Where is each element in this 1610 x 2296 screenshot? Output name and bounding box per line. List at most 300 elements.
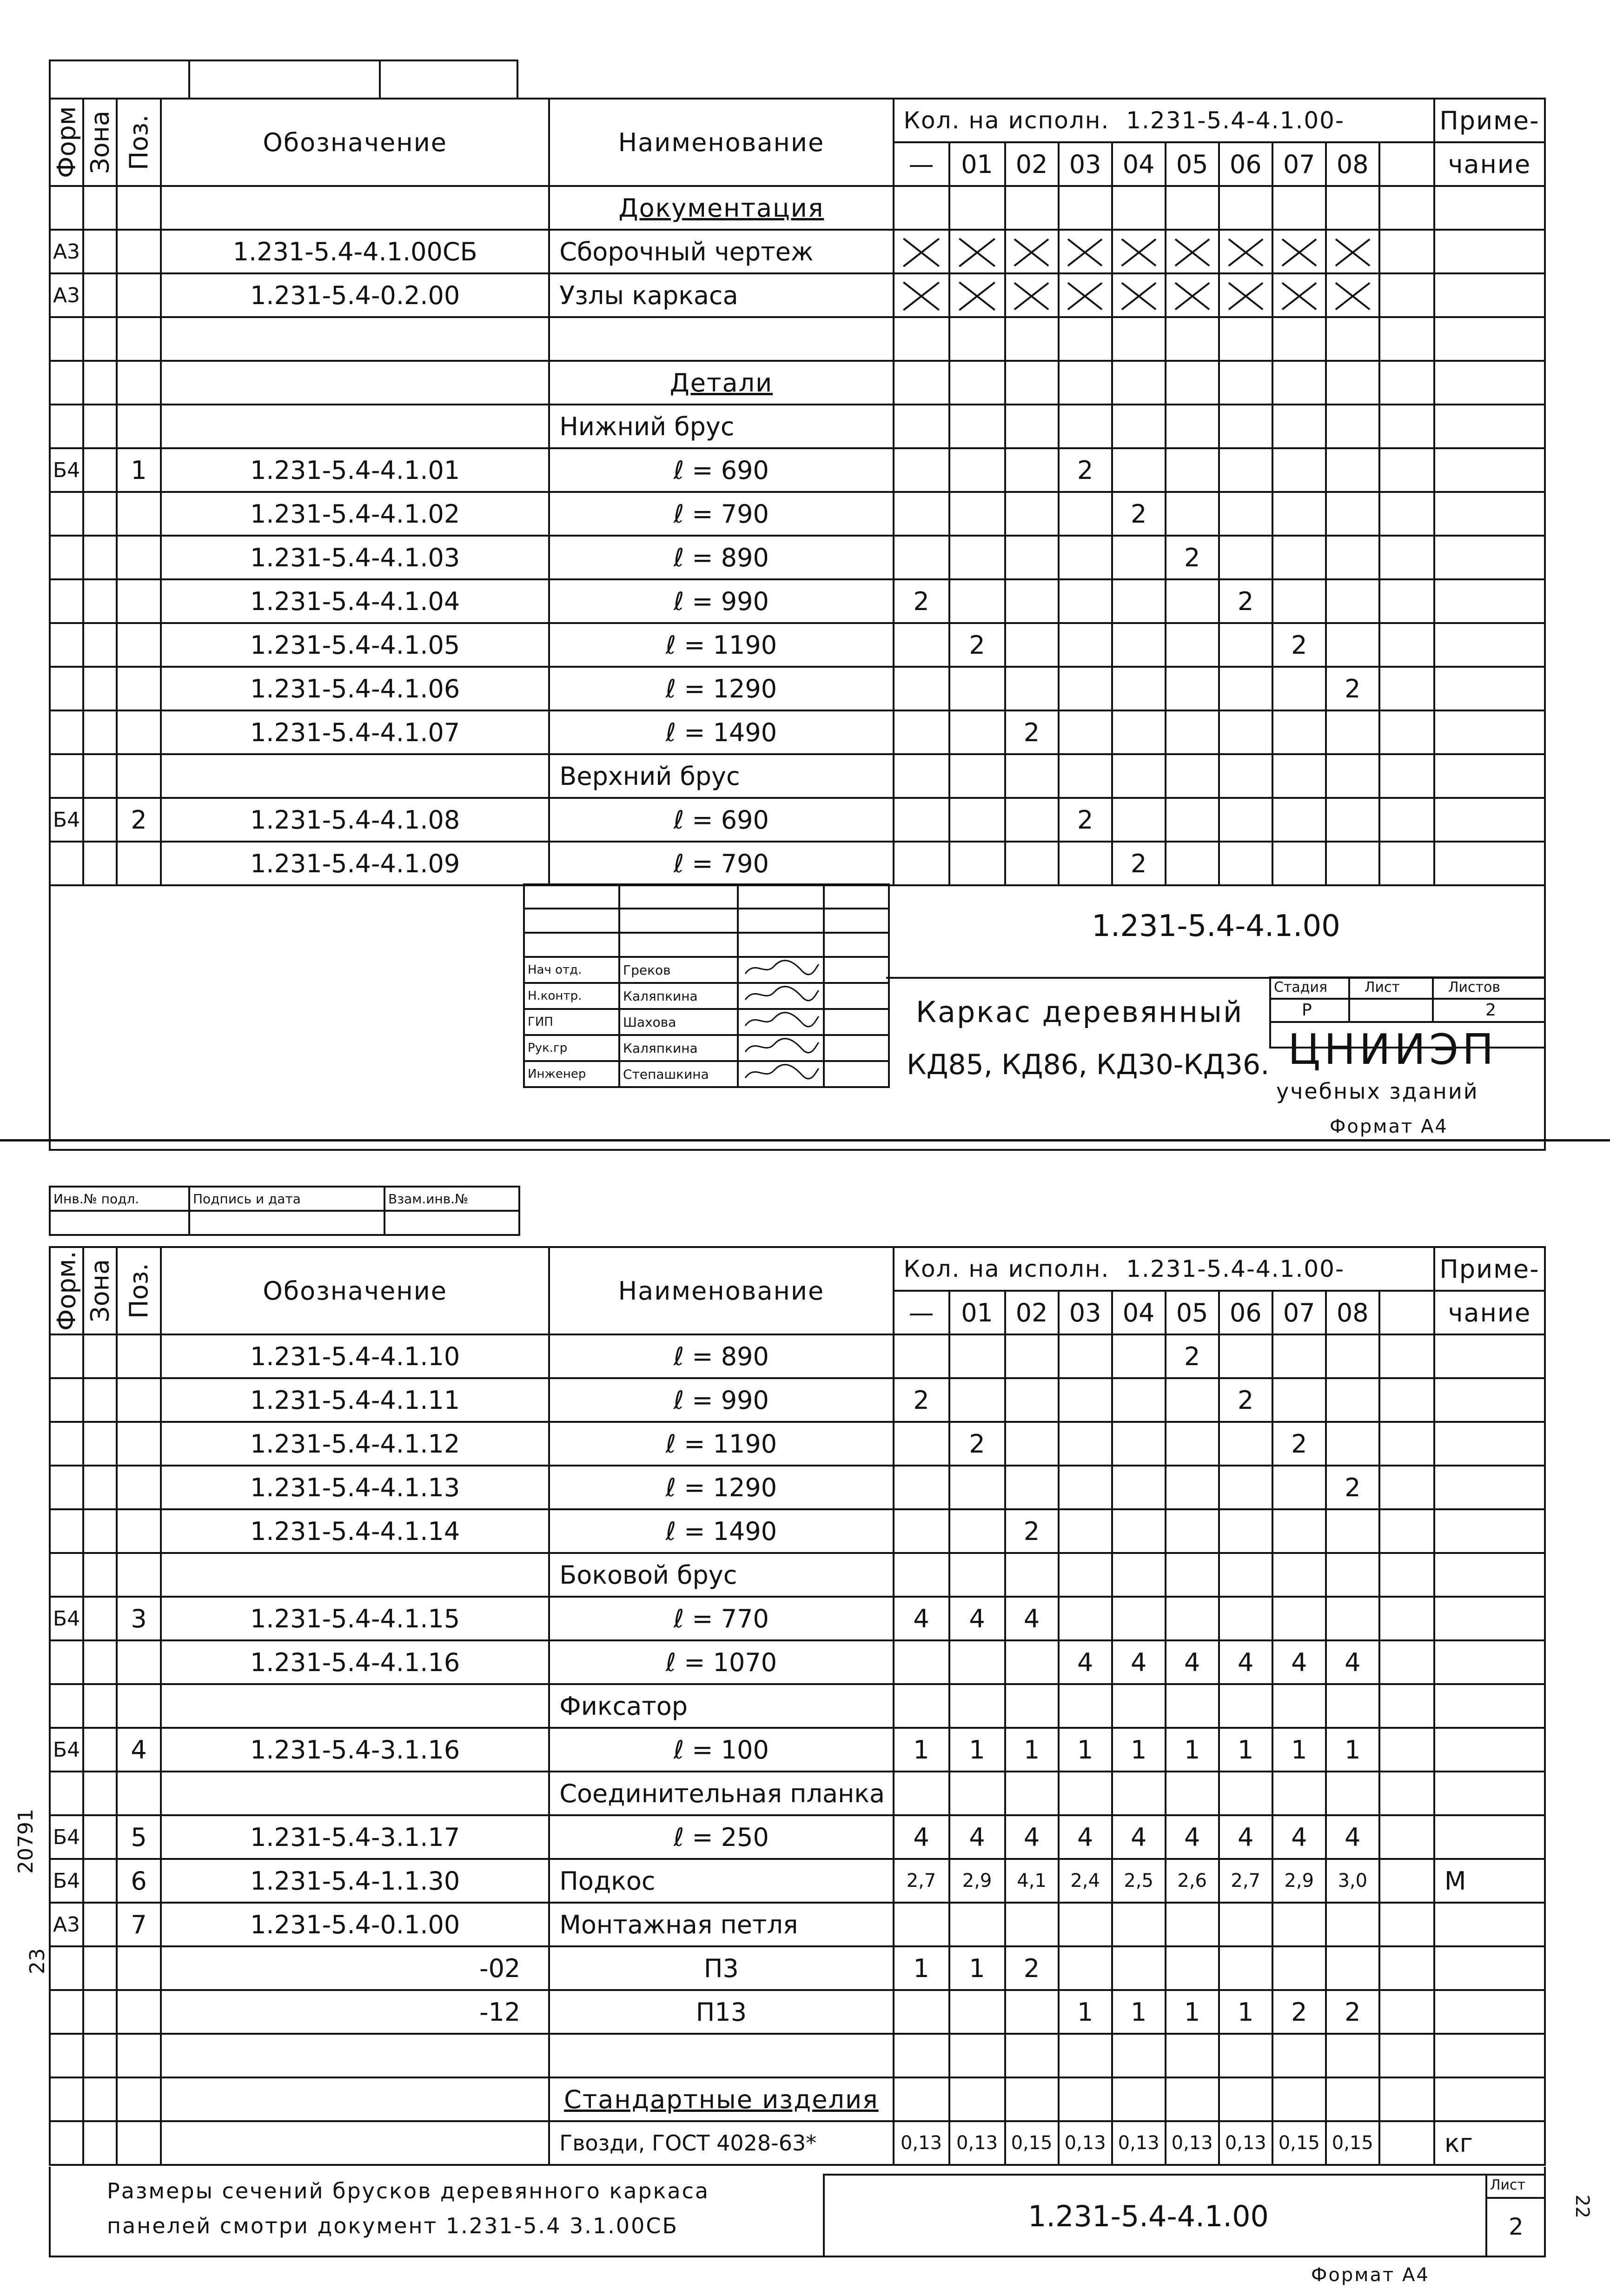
pos-cell [117, 317, 161, 361]
sheets-label: Листов [1448, 979, 1501, 995]
col-designation-header: Обозначение [161, 1247, 549, 1334]
name-cell: П13 [549, 1990, 893, 2034]
pos-cell [117, 405, 161, 448]
qty-cell [1005, 273, 1059, 317]
format-cell [50, 1640, 83, 1684]
qty-cell [949, 710, 1005, 754]
qty-cell: 4 [949, 1597, 1005, 1640]
qty-header [894, 1247, 1434, 1291]
qty-cell: 1 [1219, 1990, 1272, 2034]
signature-name: Степашкина [619, 1061, 738, 1087]
qty-cell [1166, 754, 1219, 798]
name-cell: ℓ = 990 [549, 579, 893, 623]
qty-cell [1272, 361, 1326, 405]
zone-cell [83, 1597, 117, 1640]
variant-2: 02 [1005, 1291, 1059, 1334]
qty-cell: 4 [1219, 1815, 1272, 1859]
signature-name: Каляпкина [619, 983, 738, 1009]
stage-grid-line [1432, 976, 1434, 1023]
table-row [50, 361, 1545, 405]
variant-1: 01 [949, 1291, 1005, 1334]
qty-cell [1379, 579, 1434, 623]
qty-cell: 2 [1272, 623, 1326, 667]
qty-cell [894, 1772, 949, 1815]
pos-cell [117, 361, 161, 405]
format-cell: Б4 [50, 448, 83, 492]
format-cell: Б4 [50, 1815, 83, 1859]
qty-cell [1059, 579, 1112, 623]
note-cell [1434, 1422, 1545, 1466]
header-row [50, 1247, 1545, 1291]
qty-cell: 2 [1219, 579, 1272, 623]
zone-cell [83, 579, 117, 623]
qty-cell [1112, 1553, 1166, 1597]
qty-cell [949, 361, 1005, 405]
qty-cell [1112, 1466, 1166, 1509]
qty-cell [949, 273, 1005, 317]
format-cell [50, 1772, 83, 1815]
designation-cell: 1.231-5.4-4.1.16 [161, 1640, 549, 1684]
qty-cell [1005, 754, 1059, 798]
qty-cell [894, 2034, 949, 2077]
qty-cell [1379, 492, 1434, 536]
qty-cell: 2,4 [1059, 1859, 1112, 1903]
qty-cell [1112, 710, 1166, 754]
variant-7: 07 [1272, 142, 1326, 186]
format-cell [50, 1946, 83, 1990]
designation-cell: 1.231-5.4-4.1.04 [161, 579, 549, 623]
qty-cell [1112, 1378, 1166, 1422]
org-name: ЦНИИЭП [1288, 1025, 1497, 1074]
zone-cell [83, 2077, 117, 2121]
format-cell: Б4 [50, 798, 83, 842]
zone-cell [83, 842, 117, 885]
col-form-header: Форм. [50, 1247, 83, 1334]
qty-cell [1005, 1334, 1059, 1378]
qty-cell: 0,13 [894, 2121, 949, 2165]
qty-cell [1059, 536, 1112, 579]
zone-cell [83, 361, 117, 405]
variant-4: 04 [1112, 142, 1166, 186]
qty-cell [1112, 1684, 1166, 1728]
zone-cell [83, 798, 117, 842]
note-cell [1434, 536, 1545, 579]
qty-cell [1112, 623, 1166, 667]
qty-cell [949, 2077, 1005, 2121]
stamp-inv: Инв.№ подл. [50, 1187, 189, 1211]
qty-cell [1059, 1772, 1112, 1815]
designation-cell: 1.231-5.4-4.1.07 [161, 710, 549, 754]
pos-cell: 6 [117, 1859, 161, 1903]
qty-cell [1112, 2034, 1166, 2077]
qty-cell [1005, 842, 1059, 885]
qty-cell [1219, 842, 1272, 885]
qty-cell [1219, 1597, 1272, 1640]
zone-cell [83, 448, 117, 492]
qty-cell [1272, 1684, 1326, 1728]
format-cell [50, 2121, 83, 2165]
top-stamp-divider [188, 60, 190, 100]
stamp-sign: Подпись и дата [189, 1187, 384, 1211]
qty-cell [1112, 1946, 1166, 1990]
qty-cell: 4 [1272, 1815, 1326, 1859]
qty-cell [1272, 317, 1326, 361]
signature-empty-cell [738, 909, 824, 933]
format-cell: Б4 [50, 1728, 83, 1772]
qty-cell: 0,13 [1166, 2121, 1219, 2165]
qty-cell [1166, 1378, 1219, 1422]
col-zone-header: Зона [83, 1247, 117, 1334]
qty-cell [1219, 1466, 1272, 1509]
qty-cell [1219, 230, 1272, 273]
table-row [50, 1728, 1545, 1772]
qty-cell [1272, 2034, 1326, 2077]
qty-cell [1112, 273, 1166, 317]
qty-cell: 2 [949, 623, 1005, 667]
side-number-2: 23 [26, 1948, 49, 1974]
qty-cell [894, 536, 949, 579]
table-row [50, 1466, 1545, 1509]
note-cell [1434, 667, 1545, 710]
qty-gap [1109, 107, 1126, 134]
qty-cell [1379, 1334, 1434, 1378]
qty-cell [1219, 1903, 1272, 1946]
qty-cell: 1 [1272, 1728, 1326, 1772]
qty-cell [894, 230, 949, 273]
name-cell: ℓ = 1190 [549, 623, 893, 667]
signature-date [824, 957, 889, 983]
qty-cell [1379, 186, 1434, 230]
table-row [50, 1553, 1545, 1597]
qty-cell [1272, 405, 1326, 448]
signature-name: Шахова [619, 1009, 738, 1035]
zone-cell [83, 230, 117, 273]
note-cell [1434, 1684, 1545, 1728]
name-cell: ℓ = 790 [549, 842, 893, 885]
qty-cell: 2 [1272, 1422, 1326, 1466]
qty-cell: 1 [1166, 1728, 1219, 1772]
signature-empty-cell [824, 933, 889, 957]
qty-cell [1112, 1422, 1166, 1466]
qty-cell [949, 798, 1005, 842]
note-cell [1434, 186, 1545, 230]
qty-cell [1326, 361, 1379, 405]
qty-cell: 4 [1005, 1597, 1059, 1640]
pos-cell [117, 1553, 161, 1597]
format-cell [50, 317, 83, 361]
qty-cell [1166, 667, 1219, 710]
designation-cell: 1.231-5.4-4.1.05 [161, 623, 549, 667]
qty-cell [1379, 667, 1434, 710]
variant-3: 03 [1059, 142, 1112, 186]
qty-cell [1219, 536, 1272, 579]
qty-cell [894, 1509, 949, 1553]
qty-cell [1379, 317, 1434, 361]
note-cell [1434, 1772, 1545, 1815]
table-row [50, 1378, 1545, 1422]
designation-cell: 1.231-5.4-4.1.08 [161, 798, 549, 842]
qty-cell [1326, 1378, 1379, 1422]
note-cell [1434, 2077, 1545, 2121]
note-cell [1434, 1597, 1545, 1640]
qty-cell [894, 361, 949, 405]
stage-grid-line [1348, 976, 1350, 1023]
qty-cell [1005, 1640, 1059, 1684]
qty-cell [1272, 1378, 1326, 1422]
name-cell: ℓ = 1290 [549, 1466, 893, 1509]
qty-cell [949, 754, 1005, 798]
sheet-no: 2 [1509, 2213, 1524, 2240]
qty-cell: 1 [894, 1728, 949, 1772]
qty-cell [1112, 1509, 1166, 1553]
signature-role: Инженер [524, 1061, 619, 1087]
name-cell: ℓ = 770 [549, 1597, 893, 1640]
designation-cell [161, 1772, 549, 1815]
qty-cell [1166, 1946, 1219, 1990]
qty-cell [1059, 273, 1112, 317]
top-stamp-box [49, 60, 518, 100]
qty-cell [1219, 405, 1272, 448]
name-cell: Подкос [549, 1859, 893, 1903]
qty-cell: 2,7 [1219, 1859, 1272, 1903]
qty-cell [949, 2034, 1005, 2077]
qty-cell [894, 492, 949, 536]
pos-cell [117, 710, 161, 754]
title-line-1: Каркас деревянный [916, 995, 1244, 1029]
table-row [50, 842, 1545, 885]
qty-cell [1059, 317, 1112, 361]
qty-cell [1005, 1684, 1059, 1728]
qty-cell [1379, 1815, 1434, 1859]
zone-cell [83, 1466, 117, 1509]
qty-cell [1005, 448, 1059, 492]
qty-cell [1059, 186, 1112, 230]
qty-cell: 4 [949, 1815, 1005, 1859]
signature-row [524, 983, 889, 1009]
name-cell: Фиксатор [549, 1684, 893, 1728]
qty-cell [1059, 492, 1112, 536]
qty-cell [1059, 1903, 1112, 1946]
format-cell [50, 754, 83, 798]
qty-cell: 2 [1166, 1334, 1219, 1378]
qty-cell [894, 1553, 949, 1597]
name-cell: ℓ = 690 [549, 448, 893, 492]
pos-cell [117, 492, 161, 536]
note-header-2: чание [1434, 1291, 1545, 1334]
zone-cell [83, 1684, 117, 1728]
qty-cell [1112, 186, 1166, 230]
variant-3: 03 [1059, 1291, 1112, 1334]
pos-cell [117, 273, 161, 317]
qty-cell: 4 [1326, 1815, 1379, 1859]
qty-cell: 0,13 [1219, 2121, 1272, 2165]
note-cell [1434, 1990, 1545, 2034]
qty-cell: 2 [1166, 536, 1219, 579]
variant-6: 06 [1219, 142, 1272, 186]
pos-cell [117, 1378, 161, 1422]
note-cell [1434, 1553, 1545, 1597]
handwritten-signature-icon [742, 1062, 821, 1082]
qty-cell: 4 [1112, 1815, 1166, 1859]
qty-cell [1379, 230, 1434, 273]
qty-base: 1.231-5.4-4.1.00- [1126, 1255, 1345, 1282]
qty-cell: 2 [1005, 710, 1059, 754]
table-row [50, 623, 1545, 667]
qty-cell: 4 [1219, 1640, 1272, 1684]
qty-cell [1326, 2077, 1379, 2121]
qty-cell [894, 273, 949, 317]
format-cell [50, 536, 83, 579]
designation-cell: 1.231-5.4-0.2.00 [161, 273, 549, 317]
signature-mark [738, 957, 824, 983]
qty-cell [949, 492, 1005, 536]
signature-empty-row [524, 909, 889, 933]
pos-cell [117, 2077, 161, 2121]
qty-cell [1166, 230, 1219, 273]
qty-cell [1379, 1990, 1434, 2034]
qty-cell [1379, 842, 1434, 885]
qty-cell [1326, 317, 1379, 361]
pos-cell [117, 2034, 161, 2077]
format-cell [50, 1553, 83, 1597]
qty-cell [949, 1772, 1005, 1815]
designation-cell [161, 2034, 549, 2077]
qty-cell [1219, 798, 1272, 842]
qty-cell [1005, 798, 1059, 842]
signature-role: Нач отд. [524, 957, 619, 983]
qty-cell [894, 842, 949, 885]
table-row [50, 2077, 1545, 2121]
qty-cell [894, 405, 949, 448]
note-cell [1434, 1334, 1545, 1378]
qty-cell [1272, 273, 1326, 317]
qty-cell [1059, 710, 1112, 754]
note-cell [1434, 579, 1545, 623]
qty-cell [1166, 2077, 1219, 2121]
qty-cell: 1 [1059, 1990, 1112, 2034]
qty-cell [1166, 317, 1219, 361]
format-cell [50, 2034, 83, 2077]
qty-cell [894, 1684, 949, 1728]
name-cell: Документация [549, 186, 893, 230]
zone-cell [83, 1378, 117, 1422]
qty-cell [1112, 317, 1166, 361]
qty-cell [1112, 667, 1166, 710]
zone-cell [83, 1946, 117, 1990]
qty-cell [949, 579, 1005, 623]
note-cell [1434, 1903, 1545, 1946]
zone-cell [83, 710, 117, 754]
pos-cell [117, 667, 161, 710]
table-row [50, 1334, 1545, 1378]
zone-cell [83, 1815, 117, 1859]
name-cell: ℓ = 1490 [549, 710, 893, 754]
format-cell: А3 [50, 1903, 83, 1946]
format-cell [50, 1334, 83, 1378]
qty-cell [1005, 2077, 1059, 2121]
format-cell [50, 623, 83, 667]
qty-cell [1272, 2077, 1326, 2121]
zone-cell [83, 536, 117, 579]
qty-cell: 1 [949, 1946, 1005, 1990]
qty-cell: 2,9 [949, 1859, 1005, 1903]
doc-code: 1.231-5.4-4.1.00 [1092, 909, 1340, 943]
qty-cell [1272, 448, 1326, 492]
qty-cell: 2 [1112, 842, 1166, 885]
qty-cell: 4 [1326, 1640, 1379, 1684]
name-cell: ℓ = 1070 [549, 1640, 893, 1684]
qty-cell [1219, 1772, 1272, 1815]
format-cell: Б4 [50, 1597, 83, 1640]
qty-cell [1166, 1903, 1219, 1946]
qty-cell: 1 [1219, 1728, 1272, 1772]
note-cell [1434, 230, 1545, 273]
designation-cell: -02 [161, 1946, 549, 1990]
pos-cell [117, 230, 161, 273]
qty-cell [1379, 1684, 1434, 1728]
format-cell [50, 186, 83, 230]
qty-cell [1326, 2034, 1379, 2077]
name-cell: Сборочный чертеж [549, 230, 893, 273]
note-header: Приме- [1434, 1247, 1545, 1291]
signature-row [524, 1009, 889, 1035]
qty-cell [1166, 798, 1219, 842]
qty-cell [1059, 230, 1112, 273]
note-cell [1434, 710, 1545, 754]
qty-cell [1326, 492, 1379, 536]
qty-cell [1005, 186, 1059, 230]
table-row [50, 186, 1545, 230]
qty-cell [894, 186, 949, 230]
table-row [50, 1509, 1545, 1553]
table-row [50, 1597, 1545, 1640]
designation-cell [161, 317, 549, 361]
qty-cell: 2 [1326, 667, 1379, 710]
variant-4: 04 [1112, 1291, 1166, 1334]
qty-cell: 1 [1166, 1990, 1219, 2034]
pos-cell [117, 842, 161, 885]
qty-cell [1272, 842, 1326, 885]
signature-date [824, 1035, 889, 1061]
qty-cell [1379, 2077, 1434, 2121]
signature-empty-cell [619, 884, 738, 909]
designation-cell: 1.231-5.4-4.1.02 [161, 492, 549, 536]
qty-cell [949, 1334, 1005, 1378]
qty-cell [1219, 623, 1272, 667]
name-cell [549, 317, 893, 361]
qty-cell [1326, 623, 1379, 667]
note-header-2: чание [1434, 142, 1545, 186]
qty-cell [1166, 579, 1219, 623]
name-cell: ℓ = 890 [549, 1334, 893, 1378]
qty-cell [1112, 448, 1166, 492]
col-pos-header: Поз. [117, 99, 161, 186]
table-row [50, 448, 1545, 492]
variant-7: 07 [1272, 1291, 1326, 1334]
qty-cell [1326, 842, 1379, 885]
variant-9 [1379, 142, 1434, 186]
format-cell: А3 [50, 273, 83, 317]
pos-cell [117, 1509, 161, 1553]
signature-empty-row [524, 884, 889, 909]
format-label-1: Формат А4 [1330, 1116, 1448, 1137]
qty-cell [1379, 1946, 1434, 1990]
header-row [50, 99, 1545, 142]
qty-cell [1059, 1378, 1112, 1422]
qty-cell [1059, 1422, 1112, 1466]
qty-base: 1.231-5.4-4.1.00- [1126, 107, 1345, 134]
qty-cell: 2 [949, 1422, 1005, 1466]
